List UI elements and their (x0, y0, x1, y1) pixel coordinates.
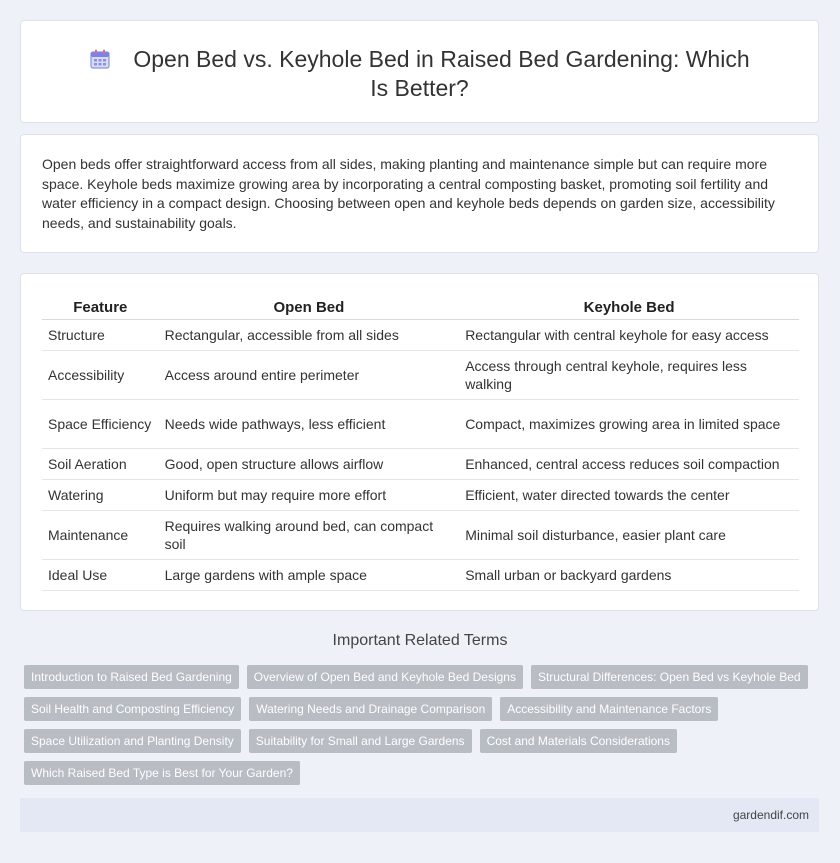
table-row (42, 351, 799, 400)
intro-card (20, 134, 819, 253)
cell-keyhole-bed: Compact, maximizes growing area in limited space (459, 400, 799, 449)
intro-paragraph: Open beds offer straightforward access from all sides, making planting and maintenance simple but can require more space. Keyhole beds maximize growing area by incorporating a central composting basket, promoting soil fertility and water efficiency in a compact design. Choosing between open and keyhole beds depends on garden size, accessibility needs, and sustainability goals. (42, 156, 775, 231)
cell-feature: Maintenance (42, 511, 159, 560)
cell-keyhole-bed: Access through central keyhole, requires less walking (459, 351, 799, 400)
term-row (24, 729, 814, 753)
header-keyhole-bed: Keyhole Bed (459, 295, 799, 320)
footer-site-link[interactable]: gardendif.com (732, 808, 809, 822)
cell-open-bed: Needs wide pathways, less efficient (159, 400, 460, 449)
cell-keyhole-bed: Small urban or backyard gardens (459, 560, 799, 591)
table-row (42, 480, 799, 511)
cell-open-bed: Uniform but may require more effort (159, 480, 460, 511)
cell-open-bed: Access around entire perimeter (159, 351, 460, 400)
term-tag[interactable]: Which Raised Bed Type is Best for Your Garden? (24, 761, 300, 785)
term-tag[interactable]: Accessibility and Maintenance Factors (500, 697, 718, 721)
related-terms-list (24, 665, 814, 793)
cell-feature: Accessibility (42, 351, 159, 400)
table-row (42, 560, 799, 591)
cell-open-bed: Rectangular, accessible from all sides (159, 320, 460, 351)
footer (20, 798, 819, 832)
table-row (42, 320, 799, 351)
cell-keyhole-bed: Enhanced, central access reduces soil compaction (459, 449, 799, 480)
cell-feature: Structure (42, 320, 159, 351)
cell-keyhole-bed: Minimal soil disturbance, easier plant care (459, 511, 799, 560)
term-row (24, 761, 814, 785)
term-tag[interactable]: Structural Differences: Open Bed vs Keyhole Bed (531, 665, 808, 689)
cell-keyhole-bed: Efficient, water directed towards the center (459, 480, 799, 511)
cell-open-bed: Good, open structure allows airflow (159, 449, 460, 480)
term-tag[interactable]: Introduction to Raised Bed Gardening (24, 665, 239, 689)
table-header-row (42, 295, 799, 320)
comparison-table (42, 295, 799, 591)
header-open-bed: Open Bed (159, 295, 460, 320)
cell-feature: Watering (42, 480, 159, 511)
cell-feature: Soil Aeration (42, 449, 159, 480)
cell-feature: Ideal Use (42, 560, 159, 591)
comparison-table-card (20, 273, 819, 611)
cell-keyhole-bed: Rectangular with central keyhole for easy access (459, 320, 799, 351)
cell-feature: Space Efficiency (42, 400, 159, 449)
term-tag[interactable]: Space Utilization and Planting Density (24, 729, 241, 753)
term-tag[interactable]: Watering Needs and Drainage Comparison (249, 697, 492, 721)
term-row (24, 697, 814, 721)
term-tag[interactable]: Overview of Open Bed and Keyhole Bed Designs (247, 665, 523, 689)
term-tag[interactable]: Soil Health and Composting Efficiency (24, 697, 241, 721)
cell-open-bed: Large gardens with ample space (159, 560, 460, 591)
page-title-wrap (81, 45, 758, 103)
header-feature: Feature (42, 295, 159, 320)
related-terms-heading: Important Related Terms (332, 632, 508, 649)
table-row (42, 511, 799, 560)
table-row (42, 400, 799, 449)
calendar-icon (89, 48, 111, 70)
term-row (24, 665, 814, 689)
page-title: Open Bed vs. Keyhole Bed in Raised Bed Gardening: Which Is Better? (133, 46, 750, 101)
term-tag[interactable]: Cost and Materials Considerations (480, 729, 677, 753)
title-card (20, 20, 819, 123)
cell-open-bed: Requires walking around bed, can compact soil (159, 511, 460, 560)
term-tag[interactable]: Suitability for Small and Large Gardens (249, 729, 472, 753)
table-row (42, 449, 799, 480)
